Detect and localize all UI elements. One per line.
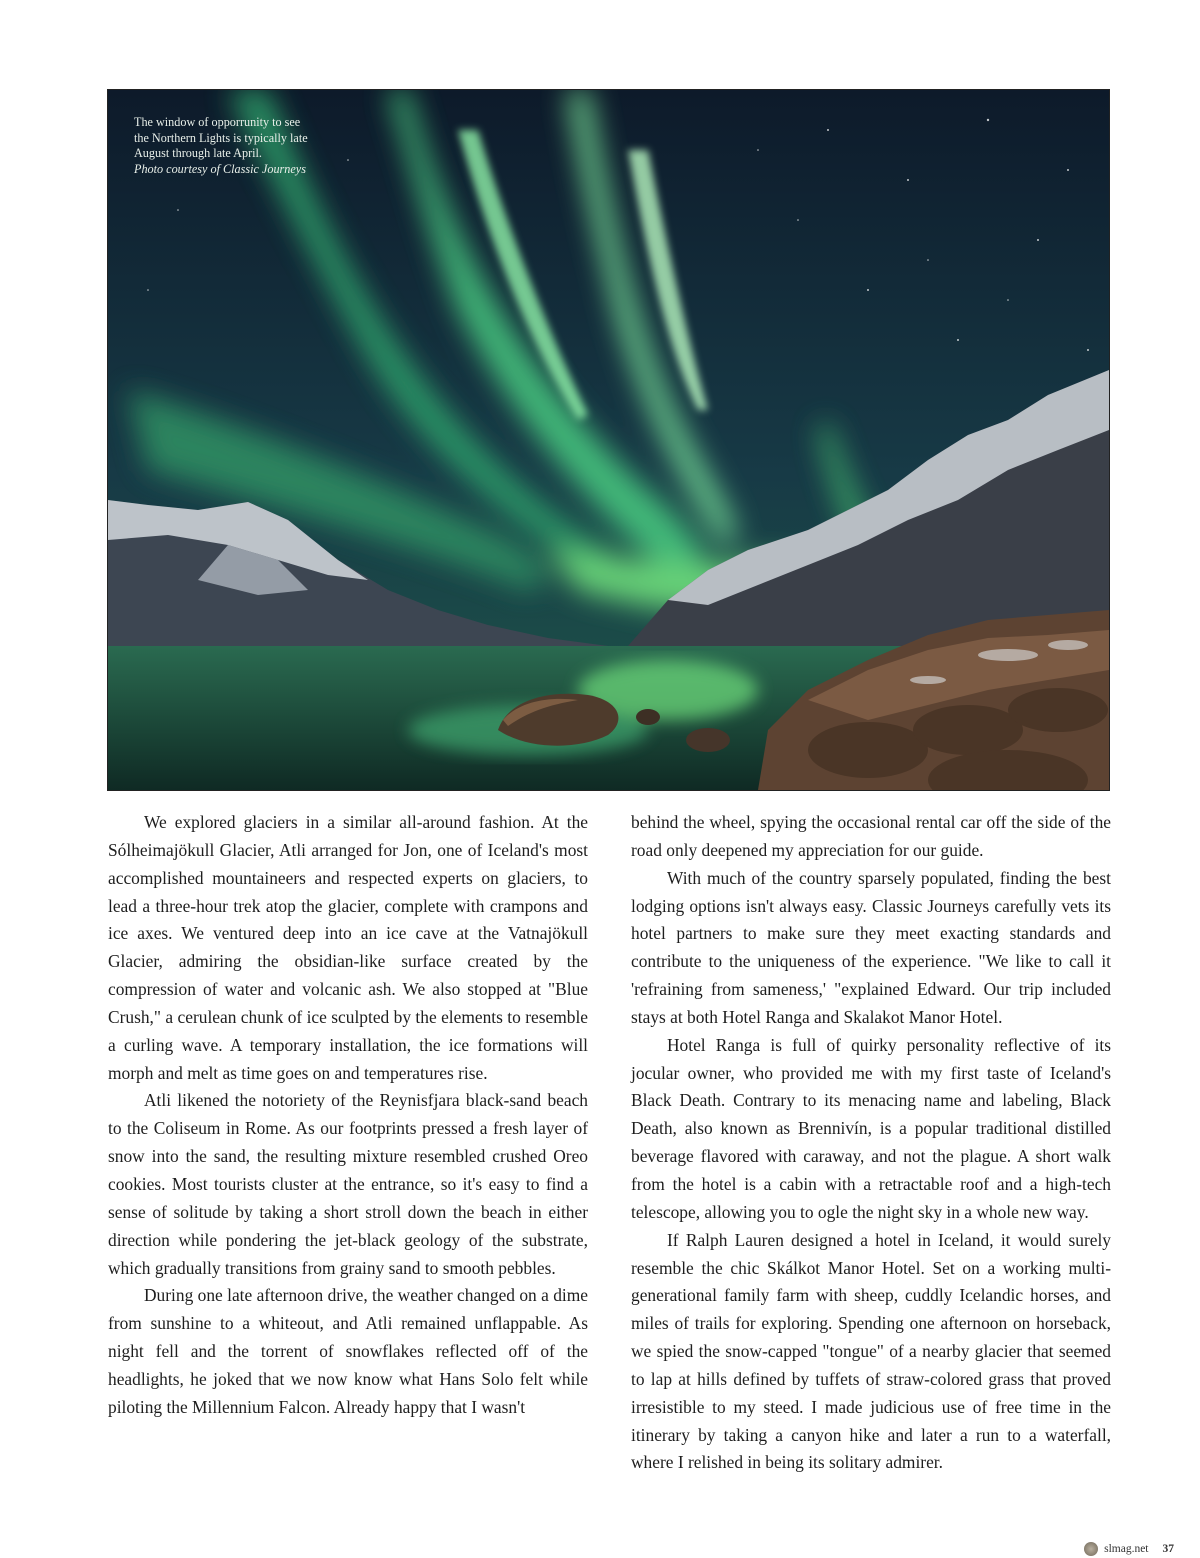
article-paragraph: Hotel Ranga is full of quirky personality reflective of its jocular owner, who provided me with my first taste of Iceland's Black Death. Contrary to its menacing name and labeling, Black Death, also known as Brennivín, is a popular traditional distilled beverage flavored with caraway, and not the plague. A short walk from the hotel is a cabin with a retractable roof and a high-tech telescope, allowing you to ogle the night sky in a whole new way. bbox=[631, 1034, 1111, 1222]
caption-line: The window of opporrunity to see bbox=[134, 115, 301, 129]
photo-credit: Photo courtesy of Classic Journeys bbox=[134, 161, 306, 176]
page-footer bbox=[1084, 1542, 1174, 1556]
aurora-landscape-image bbox=[108, 90, 1109, 790]
article-paragraph: With much of the country sparsely populated, finding the best lodging options isn't always easy. Classic Journeys carefully vets its hotel partners to make sure they meet exacting standards and contribute to the uniqueness of the experience. "We like to call it 'refraining from sameness,' "explained Edward. Our trip included stays at both Hotel Ranga and Skalakot Manor Hotel. bbox=[631, 867, 1111, 1027]
caption-line: August through late April. bbox=[134, 146, 262, 160]
photo-caption bbox=[134, 115, 349, 177]
magazine-logo-icon bbox=[1084, 1542, 1098, 1556]
aurora-photo bbox=[107, 89, 1110, 791]
article-paragraph: We explored glaciers in a similar all-around fashion. At the Sólheimajökull Glacier, Atli arranged for Jon, one of Iceland's most accomplished mountaineers and respected experts on glaciers, to lead a three-hour trek atop the glacier, complete with crampons and ice axes. We ventured deep into an ice cave at the Vatnajökull Glacier, admiring the obsidian-like surface created by the compression of water and volcanic ash. We also stopped at "Blue Crush," a cerulean chunk of ice sculpted by the elements to resemble a curling wave. A temporary installation, the ice formations will morph and melt as time goes on and temperatures rise. bbox=[108, 812, 588, 1083]
caption-line: the Northern Lights is typically late bbox=[134, 130, 308, 145]
article-paragraph-continued: behind the wheel, spying the occasional rental car off the side of the road only deepened my appreciation for our guide. bbox=[631, 812, 1111, 860]
article-paragraph: If Ralph Lauren designed a hotel in Iceland, it would surely resemble the chic Skálkot Manor Hotel. Set on a working multi-generational family farm with sheep, cuddly Icelandic horses, and miles of trails for exploring. Spending one afternoon on horseback, we spied the snow-capped "tongue" of a nearby glacier that seemed to lap at hills defined by tuffets of straw-colored grass that proved irresistible to my steed. I made judicious use of free time in the itinerary by taking a canyon hike and later a run to a waterfall, where I relished in being its solitary admirer. bbox=[631, 1229, 1111, 1473]
site-url[interactable]: slmag.net bbox=[1104, 1543, 1149, 1555]
article-right-column bbox=[631, 809, 1111, 1477]
page-number: 37 bbox=[1162, 1543, 1174, 1555]
article-paragraph: Atli likened the notoriety of the Reynisfjara black-sand beach to the Coliseum in Rome. As our footprints pressed a fresh layer of snow into the sand, the resulting mixture resembled crushed Oreo cookies. Most tourists cluster at the entrance, so it's easy to find a sense of solitude by taking a short stroll down the beach in either direction while pondering the jet-black geology of the substrate, which gradually transitions from grainy sand to smooth pebbles. bbox=[108, 1090, 588, 1278]
article-paragraph: During one late afternoon drive, the weather changed on a dime from sunshine to a whiteout, and Atli remained unflappable. As night fell and the torrent of snowflakes reflected off of the headlights, he joked that we now know what Hans Solo felt while piloting the Millennium Falcon. Already happy that I wasn't bbox=[108, 1285, 588, 1417]
article-left-column bbox=[108, 809, 588, 1422]
